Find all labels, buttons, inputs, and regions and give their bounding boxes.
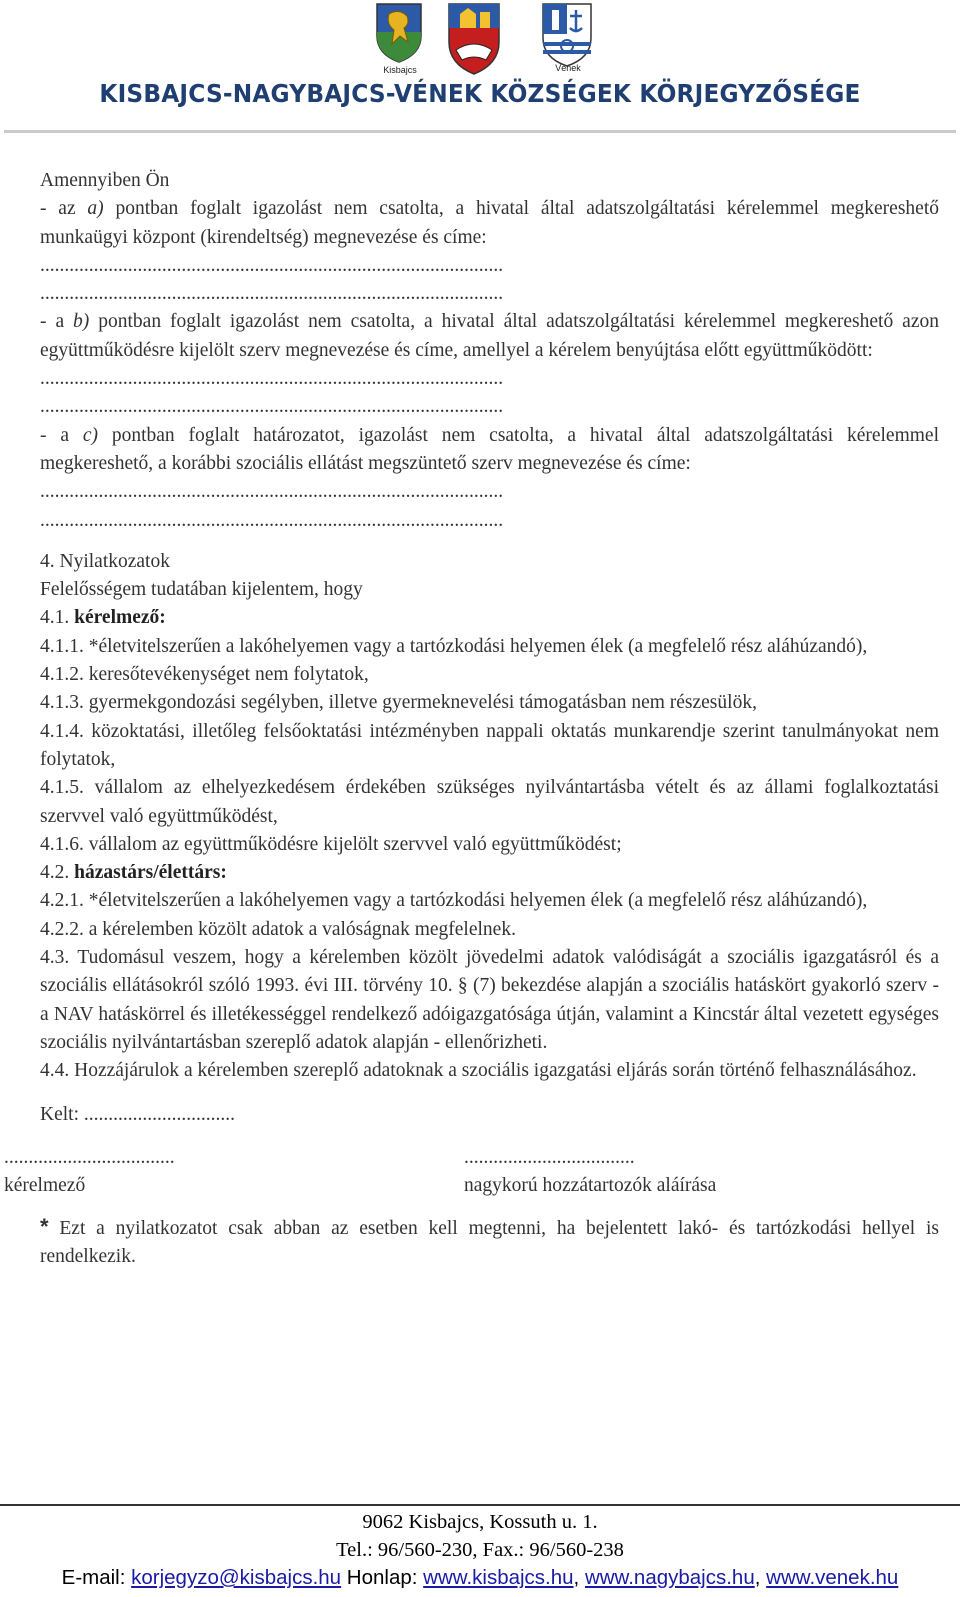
item-b <box>19 308 939 365</box>
item-c-letter: c) <box>82 424 98 446</box>
signature-block <box>4 1144 939 1200</box>
footnote-text: Ezt a nyilatkozatot csak abban az esetben kell megtenni, ha bejelentett lakó- és tartózkodási hellyel is rendelkezik. <box>40 1217 939 1268</box>
item-b-text: pontban foglalt igazolást nem csatolta, a hivatal által adatszolgáltatási kérelemmel megkereshető azon együttműködésre kijelölt szerv megnevezése és címe, amellyel a kérelem benyújtása előtt együttműködött: <box>40 311 939 361</box>
section-4-3: 4.3. Tudomásul veszem, hogy a kérelemben közölt jövedelmi adatok valódiságát a szociális igazgatásról és a szociális ellátásokról szóló 1993. évi III. törvény 10. § (7) bekezdése alapján a szociális hatáskört gyakorló szerv - a NAV hatáskörrel és illetékességgel rendelkező adóigazgatósága útján, valamint a Kincstár által vezetett egységes szociális nyilvántartásban szereplő adatok alapján - ellenőrizheti. <box>40 947 939 1053</box>
item-a-fill-line-1[interactable]: ............................................................................................... <box>40 254 504 276</box>
footer-email-label: E-mail: <box>61 1566 132 1589</box>
footer-site-nagybajcs-link[interactable]: www.nagybajcs.hu <box>584 1566 755 1589</box>
date-field[interactable]: Kelt: ............................... <box>40 1103 235 1125</box>
item-a <box>19 195 939 252</box>
section-4-1-1: 4.1.1. *életvitelszerűen a lakóhelyemen vagy a tartózkodási helyemen élek (a megfelelő rész aláhúzandó), <box>40 635 868 657</box>
section-4-intro: Felelősségem tudatában kijelentem, hogy <box>40 579 363 601</box>
signature-applicant <box>4 1144 175 1201</box>
nagybajcs-coat-of-arms <box>446 2 502 76</box>
footnote <box>19 1213 939 1272</box>
footer-homepage-label: Honlap: <box>341 1566 424 1589</box>
section-4-1-5: 4.1.5. vállalom az elhelyezkedésem érdekében szükséges nyilvántartásba vételt és az állami foglalkoztatási szervvel való együttműködést, <box>40 777 939 827</box>
section-4-2-label: házastárs/élettárs: <box>74 862 227 884</box>
footer-separator-1: , <box>573 1566 585 1589</box>
item-a-prefix: - az <box>40 198 88 220</box>
section-4-2-1: 4.2.1. *életvitelszerűen a lakóhelyemen vagy a tartózkodási helyemen élek (a megfelelő rész aláhúzandó), <box>40 890 868 912</box>
intro-line: Amennyiben Ön <box>40 170 170 191</box>
section-4-1-number: 4.1. <box>40 607 75 629</box>
venek-coat-of-arms <box>540 2 594 68</box>
section-4-title: 4. Nyilatkozatok <box>40 550 170 572</box>
signature-applicant-label: kérelmező <box>4 1175 86 1197</box>
footer-address: 9062 Kisbajcs, Kossuth u. 1. <box>362 1511 598 1533</box>
document-body <box>4 167 939 1271</box>
signature-relatives <box>464 1144 716 1201</box>
footer-site-kisbajcs-link[interactable]: www.kisbajcs.hu <box>423 1566 574 1589</box>
section-4-2-2: 4.2.2. a kérelemben közölt adatok a valóságnak megfelelnek. <box>40 918 516 940</box>
item-c-fill-line-2[interactable]: ............................................................................................... <box>40 509 504 531</box>
footer-contact-line <box>0 1564 960 1592</box>
kisbajcs-caption: Kisbajcs <box>383 65 417 75</box>
signature-relatives-label: nagykorú hozzátartozók aláírása <box>464 1175 717 1197</box>
section-4-1-4: 4.1.4. közoktatási, illetőleg felsőoktatási intézményben nappali oktatás munkarendje szerint tanulmányokat nem folytatok, <box>40 720 939 770</box>
section-4-1-2: 4.1.2. keresőtevékenységet nem folytatok, <box>40 664 369 686</box>
header-crests <box>0 0 960 80</box>
section-4-2-number: 4.2. <box>40 862 75 884</box>
item-b-prefix: - a <box>40 311 74 333</box>
item-a-text: pontban foglalt igazolást nem csatolta, a hivatal által adatszolgáltatási kérelemmel megkereshető munkaügyi központ (kirendeltség) megnevezése és címe: <box>40 198 939 248</box>
footer-email-link[interactable]: korjegyzo@kisbajcs.hu <box>131 1566 342 1589</box>
section-4-1-6: 4.1.6. vállalom az együttműködésre kijelölt szervvel való együttműködést; <box>40 833 622 855</box>
footer-site-venek-link[interactable]: www.venek.hu <box>766 1566 899 1589</box>
item-a-letter: a) <box>87 198 104 220</box>
item-b-fill-line-1[interactable]: ............................................................................................... <box>40 368 504 390</box>
item-a-fill-line-2[interactable]: ............................................................................................... <box>40 283 504 305</box>
item-c-fill-line-1[interactable]: ............................................................................................... <box>40 481 504 503</box>
venek-caption: Vének <box>555 63 581 73</box>
item-c-prefix: - a <box>40 424 83 446</box>
section-4-1-3: 4.1.3. gyermekgondozási segélyben, illetve gyermeknevelési támogatásban nem részesülök, <box>40 692 757 714</box>
signature-applicant-line[interactable]: ................................... <box>4 1146 175 1168</box>
footer-phone: Tel.: 96/560-230, Fax.: 96/560-238 <box>336 1539 624 1561</box>
item-b-letter: b) <box>73 311 90 333</box>
page-header-title: KISBAJCS-NAGYBAJCS-VÉNEK KÖZSÉGEK KÖRJEGYZŐSÉGE <box>99 79 861 108</box>
section-4-1-heading <box>19 604 939 632</box>
footnote-star: * <box>40 1213 49 1239</box>
footer-separator-2: , <box>754 1566 767 1589</box>
page-footer <box>0 1508 960 1592</box>
kisbajcs-coat-of-arms <box>374 2 424 64</box>
section-4-4: 4.4. Hozzájárulok a kérelemben szereplő adatoknak a szociális igazgatási eljárás során történő felhasználásához. <box>40 1060 917 1082</box>
header-divider <box>4 130 956 133</box>
item-c-text: pontban foglalt határozatot, igazolást nem csatolta, a hivatal által adatszolgáltatási kérelemmel megkereshető, a korábbi szociális ellátást megszüntető szerv megnevezése és címe: <box>40 424 939 474</box>
signature-relatives-line[interactable]: ................................... <box>464 1146 635 1168</box>
section-4-1-label: kérelmező: <box>74 607 166 629</box>
section-4-2-heading <box>19 859 939 887</box>
item-c <box>19 422 939 479</box>
item-b-fill-line-2[interactable]: ............................................................................................... <box>40 396 504 418</box>
footer-divider <box>0 1504 960 1506</box>
